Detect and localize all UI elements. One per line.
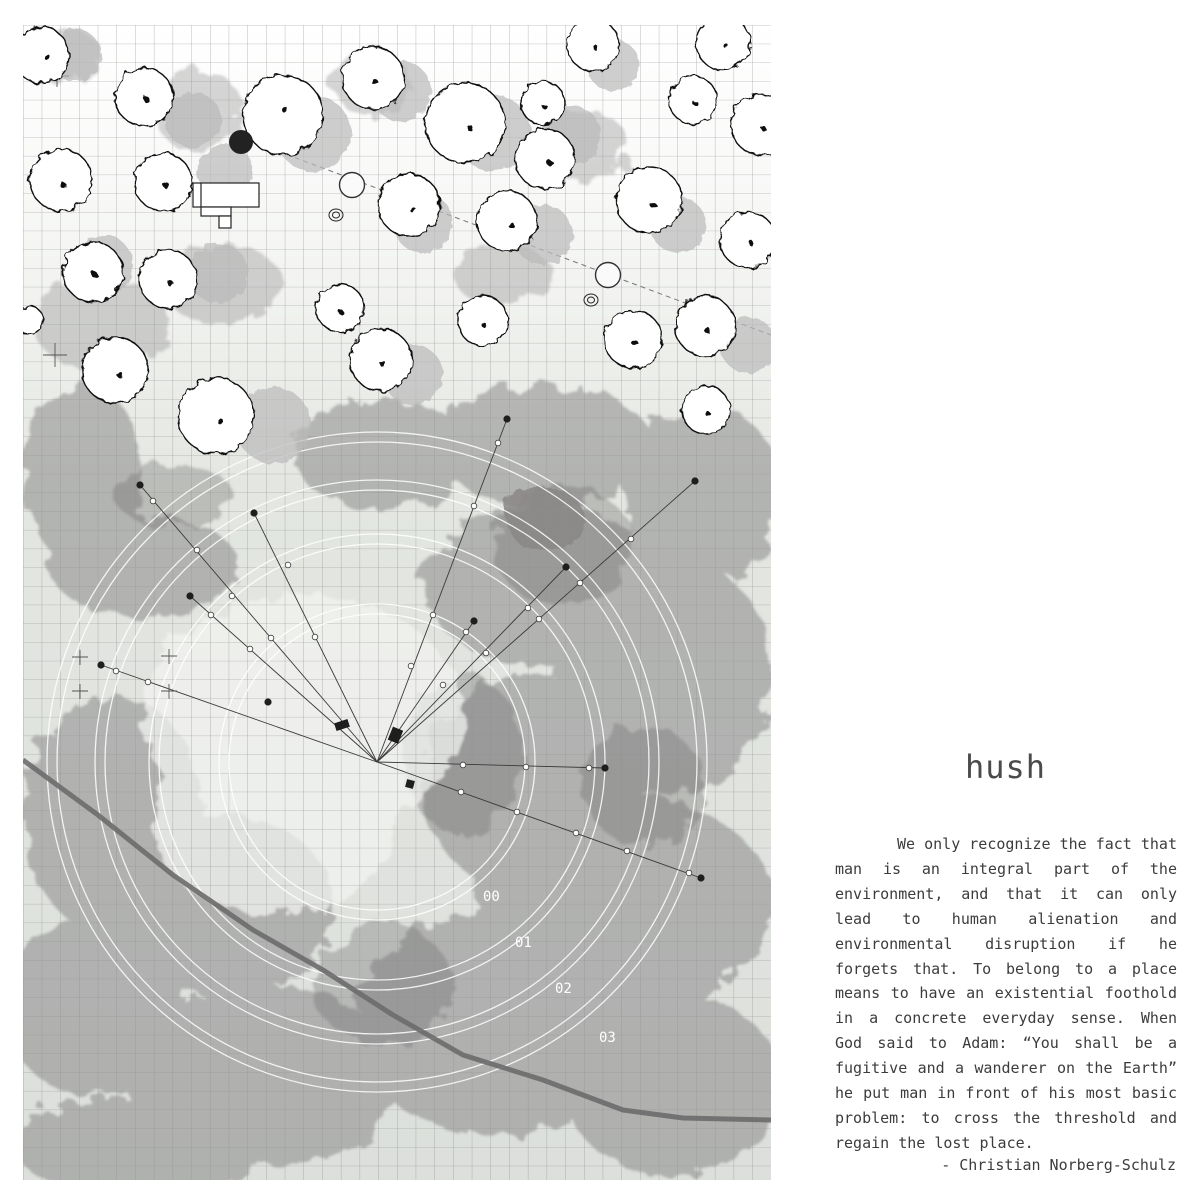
page-title: hush (965, 748, 1047, 786)
quote-author: - Christian Norberg-Schulz (941, 1156, 1176, 1174)
site-plan-drawing (23, 25, 771, 1180)
marker-hollow (596, 263, 621, 288)
marker-hollow (340, 173, 365, 198)
quote-text: We only recognize the fact that man is an integral part of the environment, and that it can only lead to human alienation and environmental disruption if he forgets that. To belong to a place means to have an existential foothold in a concrete everyday sense. When God said to Adam: “You shall be a fugitive and a wanderer on the Earth” he put man in front of his most basic problem: to cross the threshold and regain the lost place. (835, 835, 1177, 1152)
marker-filled (229, 130, 253, 154)
ring-label-03: 03 (599, 1030, 616, 1046)
ring-label-00: 00 (483, 889, 500, 905)
ring-label-02: 02 (555, 981, 572, 997)
ring-label-01: 01 (515, 935, 532, 951)
